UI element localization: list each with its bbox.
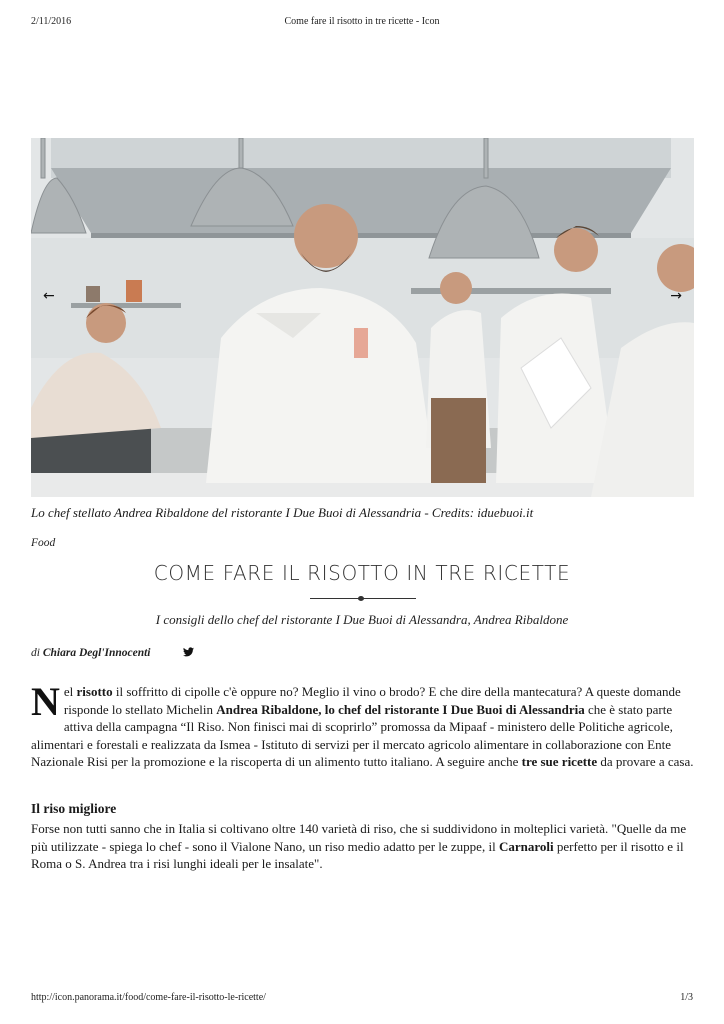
print-page-title: Come fare il risotto in tre ricette - Icon: [284, 16, 440, 27]
intro-text-2: il soffritto di cipolle c'è oppure no? Meglio il vino o brodo? E che dire della mantecatura? A queste domande risponde lo stellato Michelin: [63, 684, 681, 717]
slideshow-prev-arrow-icon[interactable]: ←: [43, 288, 55, 304]
author-name[interactable]: Chiara Degl'Innocenti: [42, 647, 151, 659]
print-date: 2/11/2016: [31, 16, 72, 27]
intro-bold-1: risotto: [76, 684, 113, 699]
intro-text-1: el: [63, 684, 77, 699]
intro-bold-3: tre sue ricette: [521, 754, 598, 770]
section-bold-1: Carnaroli: [498, 838, 554, 854]
title-divider-ornament: [358, 596, 364, 601]
intro-text-3: che è stato parte attiva della campagna “Il Riso. Non finisci mai di scoprirlo” promossa da Mipaaf - ministero delle Politiche agricole, alimentari e forestali e realizzata da Ismea - Istituto di servizi per il mercato agricolo alimentare in collaborazione con Ente Nazionale Risi per la promozione e la riscoperta di un alimento tutto italiano. A seguire anche: [31, 701, 673, 770]
section-text-1: Forse non tutti sanno che in Italia si coltivano oltre 140 varietà di riso, che si suddividono in molteplici varietà. "Quelle da me più utilizzate - spiega lo chef - sono il Vialone Nano, un riso medio adatto per le zuppe, il: [31, 821, 687, 854]
image-caption: Lo chef stellato Andrea Ribaldone del ristorante I Due Buoi di Alessandria - Credits: iduebuoi.it: [31, 505, 534, 520]
slideshow-next-arrow-icon[interactable]: →: [670, 288, 682, 304]
kitchen-photo: [31, 138, 694, 497]
hero-image: [31, 138, 694, 497]
print-url: http://icon.panorama.it/food/come-fare-il-risotto-le-ricette/: [31, 992, 266, 1003]
twitter-icon[interactable]: [183, 647, 194, 657]
article-subtitle: I consigli dello chef del ristorante I Due Buoi di Alessandra, Andrea Ribaldone: [155, 612, 569, 627]
section-heading: Il riso migliore: [31, 801, 117, 816]
intro-bold-2: Andrea Ribaldone, lo chef del ristorante I Due Buoi di Alessandria: [216, 701, 585, 717]
article-intro-paragraph: [31, 679, 694, 771]
intro-text-4: da provare a casa.: [597, 754, 694, 770]
section-paragraph: [31, 820, 694, 873]
byline-prefix: di: [31, 647, 40, 659]
section-text-2: perfetto per il risotto e il Roma o S. Andrea tra i risi lunghi ideali per le insalate".: [31, 838, 684, 872]
byline: [31, 647, 151, 659]
article-category[interactable]: Food: [31, 537, 56, 549]
page-number: 1/3: [680, 992, 693, 1003]
drop-cap: N: [31, 679, 60, 724]
article-title: COME FARE IL RISOTTO IN TRE RICETTE: [153, 561, 571, 585]
